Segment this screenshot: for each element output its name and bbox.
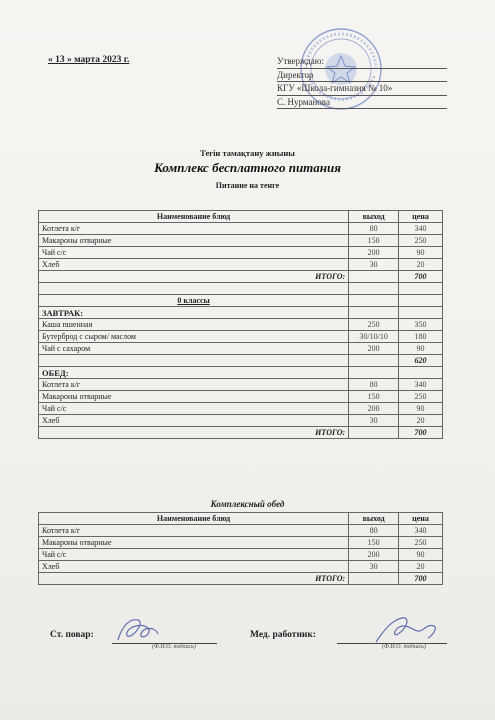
column-header: выход — [349, 513, 399, 525]
dish-weight: 80 — [349, 525, 399, 537]
empty-cell — [349, 307, 399, 319]
dish-name: Котлета к/г — [39, 223, 349, 235]
total-value: 700 — [399, 427, 443, 439]
spacer-row — [39, 283, 443, 295]
table-header-row — [39, 211, 443, 223]
breakfast-label: ЗАВТРАК: — [39, 307, 349, 319]
empty-cell — [349, 355, 399, 367]
table-row — [39, 247, 443, 259]
total-row — [39, 271, 443, 283]
table-row — [39, 561, 443, 573]
empty-cell — [349, 573, 399, 585]
dish-name: Чай с сахаром — [39, 343, 349, 355]
total-row — [39, 573, 443, 585]
table-row — [39, 331, 443, 343]
subtotal-row — [39, 355, 443, 367]
table-row — [39, 343, 443, 355]
total-row — [39, 427, 443, 439]
dish-weight: 30 — [349, 259, 399, 271]
total-label: ИТОГО: — [39, 573, 349, 585]
dish-price: 250 — [399, 537, 443, 549]
dish-price: 340 — [399, 525, 443, 537]
dish-price: 90 — [399, 247, 443, 259]
table-header-row — [39, 513, 443, 525]
table-row — [39, 549, 443, 561]
approval-line: Утверждаю: — [277, 55, 447, 69]
dish-name: Чай с/с — [39, 247, 349, 259]
medic-signature-hint: (Ф.И.О. подпись) — [382, 644, 426, 650]
empty-cell — [349, 271, 399, 283]
empty-cell — [39, 283, 349, 295]
breakfast-total: 620 — [399, 355, 443, 367]
dish-weight: 80 — [349, 379, 399, 391]
empty-cell — [399, 307, 443, 319]
class-row — [39, 295, 443, 307]
dish-price: 90 — [399, 549, 443, 561]
dish-price: 250 — [399, 391, 443, 403]
table-row — [39, 537, 443, 549]
dish-name: Чай с/с — [39, 403, 349, 415]
empty-cell — [349, 367, 399, 379]
table-row — [39, 223, 443, 235]
dish-price: 20 — [399, 561, 443, 573]
dish-price: 340 — [399, 379, 443, 391]
dish-name: Каша пшенная — [39, 319, 349, 331]
dish-price: 180 — [399, 331, 443, 343]
dish-weight: 150 — [349, 235, 399, 247]
approval-line: КГУ «Школа-гимназия № 10» — [277, 82, 447, 96]
cook-signature-label: Ст. повар: — [50, 630, 94, 640]
table-caption: Комплексный обед — [210, 499, 285, 509]
dish-price: 90 — [399, 403, 443, 415]
column-header: Наименование блюд — [39, 211, 349, 223]
medic-signature-icon — [372, 612, 442, 650]
total-label: ИТОГО: — [39, 427, 349, 439]
price-subtitle: Питание на тенге — [215, 181, 280, 190]
column-header: выход — [349, 211, 399, 223]
empty-cell — [399, 283, 443, 295]
cook-signature-hint: (Ф.И.О. подпись) — [152, 644, 196, 650]
column-header: цена — [399, 513, 443, 525]
table-row — [39, 319, 443, 331]
lunch-table — [38, 512, 443, 585]
section-row — [39, 367, 443, 379]
dish-weight: 200 — [349, 247, 399, 259]
table-row — [39, 403, 443, 415]
column-header: Наименование блюд — [39, 513, 349, 525]
dish-weight: 80 — [349, 223, 399, 235]
empty-cell — [399, 367, 443, 379]
title-kazakh: Тегін тамақтану жиыны — [200, 148, 295, 158]
dish-name: Хлеб — [39, 561, 349, 573]
lunch-label: ОБЕД: — [39, 367, 349, 379]
dish-name: Котлета к/г — [39, 525, 349, 537]
total-value: 700 — [399, 271, 443, 283]
document-date: « 13 » марта 2023 г. — [48, 55, 130, 65]
dish-price: 90 — [399, 343, 443, 355]
dish-weight: 200 — [349, 549, 399, 561]
dish-name: Хлеб — [39, 259, 349, 271]
dish-price: 20 — [399, 259, 443, 271]
dish-price: 340 — [399, 223, 443, 235]
empty-cell — [349, 427, 399, 439]
total-label: ИТОГО: — [39, 271, 349, 283]
menu-table — [38, 210, 443, 439]
dish-weight: 200 — [349, 343, 399, 355]
total-value: 700 — [399, 573, 443, 585]
dish-weight: 30 — [349, 561, 399, 573]
dish-price: 20 — [399, 415, 443, 427]
empty-cell — [349, 283, 399, 295]
dish-weight: 150 — [349, 537, 399, 549]
column-header: цена — [399, 211, 443, 223]
approval-line: С. Нурманова — [277, 96, 447, 110]
section-row — [39, 307, 443, 319]
dish-name: Макароны отварные — [39, 537, 349, 549]
table-row — [39, 391, 443, 403]
dish-name: Хлеб — [39, 415, 349, 427]
cook-signature-icon — [112, 612, 162, 646]
table-row — [39, 259, 443, 271]
empty-cell — [349, 295, 399, 307]
dish-price: 350 — [399, 319, 443, 331]
approval-block — [277, 55, 447, 109]
table-row — [39, 525, 443, 537]
dish-name: Макароны отварные — [39, 235, 349, 247]
class-label: 0 классы — [39, 295, 349, 307]
table-row — [39, 235, 443, 247]
dish-weight: 30/10/10 — [349, 331, 399, 343]
dish-weight: 200 — [349, 403, 399, 415]
empty-cell — [39, 355, 349, 367]
dish-weight: 150 — [349, 391, 399, 403]
dish-weight: 30 — [349, 415, 399, 427]
dish-name: Чай с/с — [39, 549, 349, 561]
page-title: Комплекс бесплатного питания — [154, 160, 341, 175]
dish-weight: 250 — [349, 319, 399, 331]
empty-cell — [399, 295, 443, 307]
medic-signature-label: Мед. работник: — [250, 630, 317, 640]
table-row — [39, 379, 443, 391]
dish-name: Макароны отварные — [39, 391, 349, 403]
approval-line: Директор — [277, 69, 447, 83]
dish-name: Бутерброд с сыром/ маслом — [39, 331, 349, 343]
table-row — [39, 415, 443, 427]
dish-name: Котлета к/г — [39, 379, 349, 391]
dish-price: 250 — [399, 235, 443, 247]
